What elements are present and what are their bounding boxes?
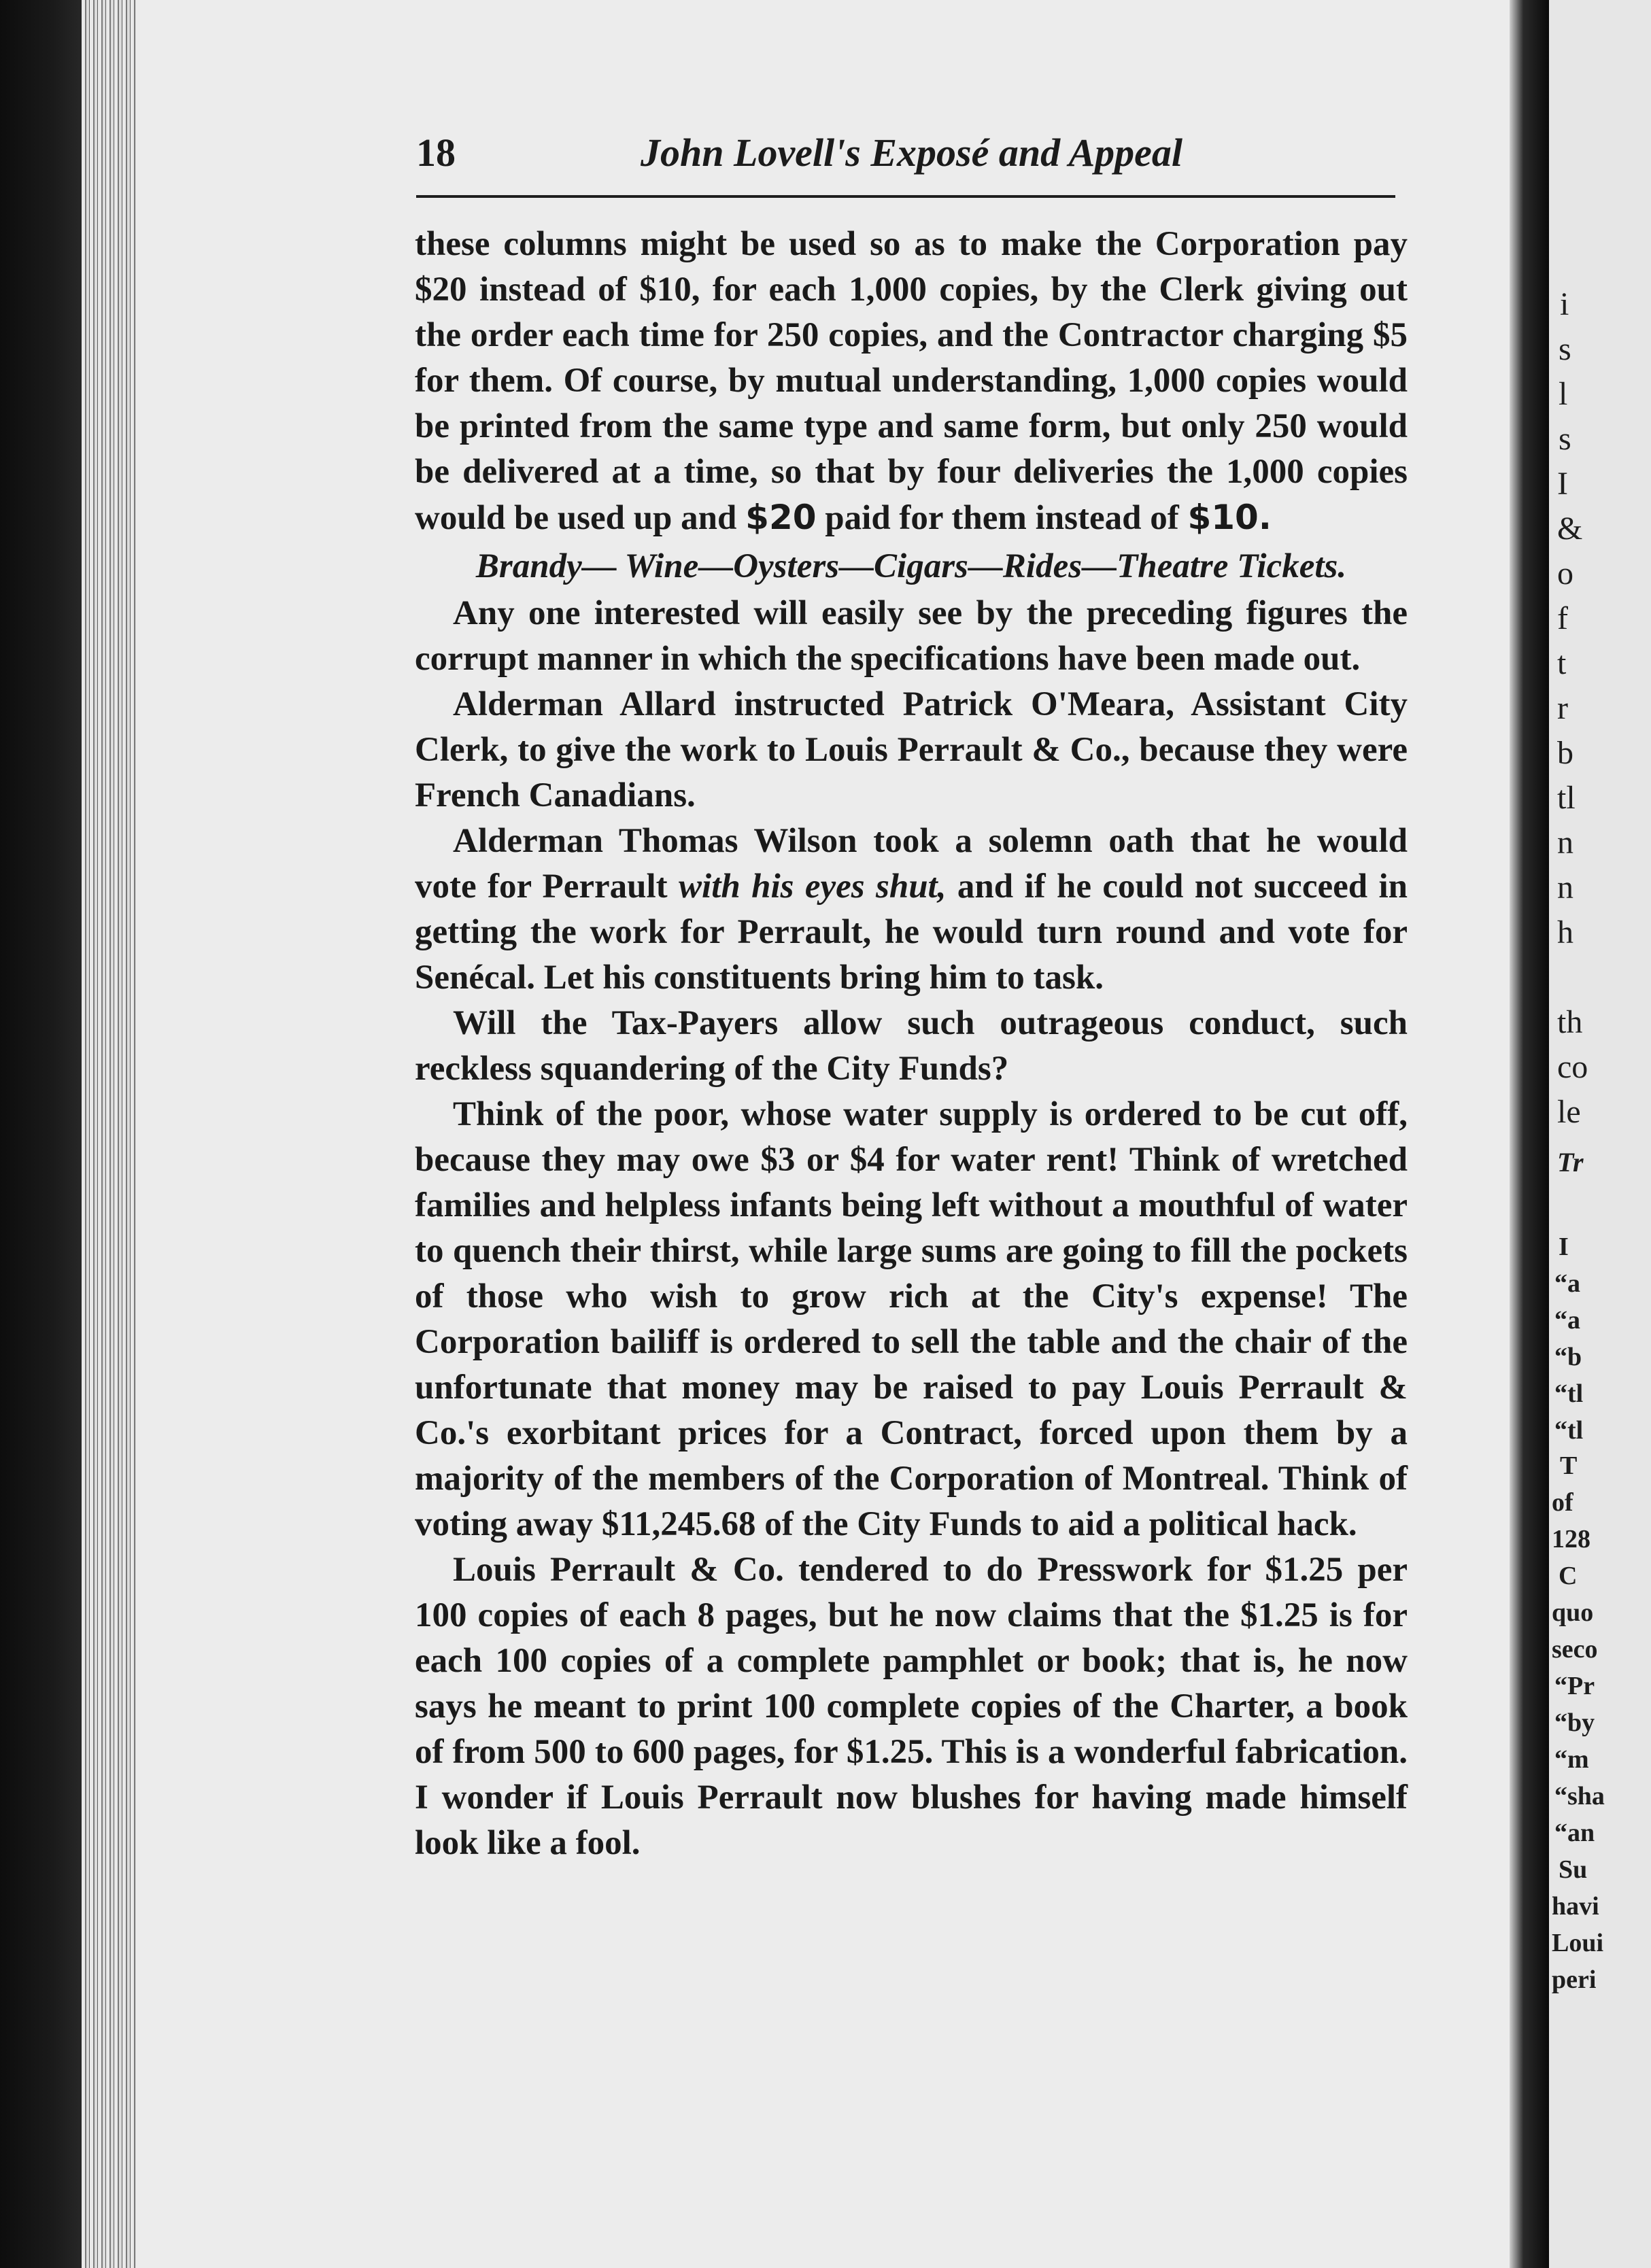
fragment: I <box>1557 466 1568 502</box>
fragment: seco <box>1552 1635 1598 1664</box>
fragment: n <box>1557 870 1573 906</box>
page-number: 18 <box>416 131 456 175</box>
adjacent-page-fragment <box>1549 0 1651 2268</box>
fragment: tl <box>1557 780 1576 816</box>
paragraph: Alderman Thomas Wilson took a solemn oath that he would vote for Perrault with his eyes shut, and if he could not succeed in getting the work for Perrault, he would turn round and vote for Senécal. Let his constituents bring him to task. <box>415 822 1408 997</box>
fragment: “by <box>1554 1708 1595 1737</box>
running-head: John Lovell's Exposé and Appeal <box>641 131 1182 175</box>
book-page-edges <box>82 0 143 2268</box>
fragment: n <box>1557 825 1573 861</box>
paragraph-continued: these columns might be used so as to make the Corporation pay $20 instead of $10, for each 1,000 copies, by the Clerk giving out the order each time for 250 copies, and the Contractor charging $5 for them. Of course, by mutual understanding, 1,000 copies would be printed from the same type and same form, but only 250 would be delivered at a time, so that by four deliveries the 1,000 copies would be used up and $20 paid for them instead of $10. <box>415 225 1408 537</box>
fragment: “b <box>1554 1343 1582 1371</box>
fragment: le <box>1557 1094 1581 1130</box>
fragment: & <box>1557 511 1583 547</box>
page-header <box>416 122 1395 184</box>
section-subheading: Brandy— Wine—Oysters—Cigars—Rides—Theatre Tickets. <box>475 547 1347 585</box>
fragment: b <box>1557 735 1573 771</box>
paragraph: Think of the poor, whose water supply is ordered to be cut off, because they may owe $3 or $4 for water rent! Think of wretched families and helpless infants being left without a mouthful of water to quench their thirst, while large sums are going to fill the pockets of those who wish to grow rich at the City's expense! The Corporation bailiff is ordered to sell the table and the chair of the unfortunate that money may be raised to pay Louis Perrault & Co.'s exorbitant prices for a Contract, forced upon them by a majority of the members of the Corporation of Montreal. Think of voting away $11,245.68 of the City Funds to aid a political hack. <box>415 1095 1408 1543</box>
amount-twenty: $20 <box>745 498 817 537</box>
fragment: o <box>1557 555 1573 591</box>
fragment: Tr <box>1557 1147 1584 1178</box>
fragment: s <box>1559 331 1571 367</box>
fragment: “a <box>1554 1306 1580 1335</box>
fragment: h <box>1557 914 1573 950</box>
fragment: “a <box>1554 1269 1580 1298</box>
emphasis-text: with his eyes shut, <box>679 867 947 906</box>
fragment: “sha <box>1554 1782 1605 1810</box>
fragment: f <box>1557 600 1568 636</box>
book-gutter <box>1510 0 1549 2268</box>
fragment: of <box>1552 1488 1573 1517</box>
paragraph: Alderman Allard instructed Patrick O'Meara, Assistant City Clerk, to give the work to Louis Perrault & Co., because they were French Canadians. <box>415 685 1408 814</box>
fragment: T <box>1560 1451 1578 1480</box>
page-body <box>415 222 1408 1866</box>
fragment: Su <box>1559 1855 1588 1884</box>
fragment: “tl <box>1554 1379 1584 1408</box>
fragment: r <box>1557 690 1568 726</box>
fragment: t <box>1557 645 1567 681</box>
paragraph: Louis Perrault & Co. tendered to do Presswork for $1.25 per 100 copies of each 8 pages, but he now claims that the $1.25 is for each 100 copies of a complete pamphlet or book; that is, he now says he meant to print 100 complete copies of the Charter, a book of from 500 to 600 pages, for $1.25. This is a wonderful fabrication. I wonder if Louis Perrault now blushes for having made himself look like a fool. <box>415 1551 1408 1862</box>
fragment: “an <box>1554 1819 1595 1847</box>
amount-ten: $10. <box>1187 498 1272 537</box>
fragment: Loui <box>1552 1929 1604 1957</box>
fragment: 128 <box>1552 1525 1590 1553</box>
paragraph: Will the Tax-Payers allow such outrageous conduct, such reckless squandering of the City Funds? <box>415 1004 1408 1088</box>
fragment: l <box>1559 376 1568 412</box>
fragment: quo <box>1552 1598 1594 1627</box>
fragment: co <box>1557 1049 1588 1085</box>
fragment: “Pr <box>1554 1672 1595 1700</box>
scan-border <box>0 0 88 2268</box>
fragment: I <box>1559 1233 1569 1261</box>
fragment: i <box>1560 286 1569 322</box>
fragment: s <box>1559 421 1571 457</box>
fragment: “tl <box>1554 1416 1584 1445</box>
paragraph: Any one interested will easily see by the preceding figures the corrupt manner in which the specifications have been made out. <box>415 594 1408 678</box>
fragment: C <box>1559 1562 1578 1590</box>
fragment: th <box>1557 1004 1583 1040</box>
fragment: peri <box>1552 1965 1597 1994</box>
fragment: “m <box>1554 1745 1589 1774</box>
fragment: havi <box>1552 1892 1599 1921</box>
header-rule <box>416 195 1395 198</box>
